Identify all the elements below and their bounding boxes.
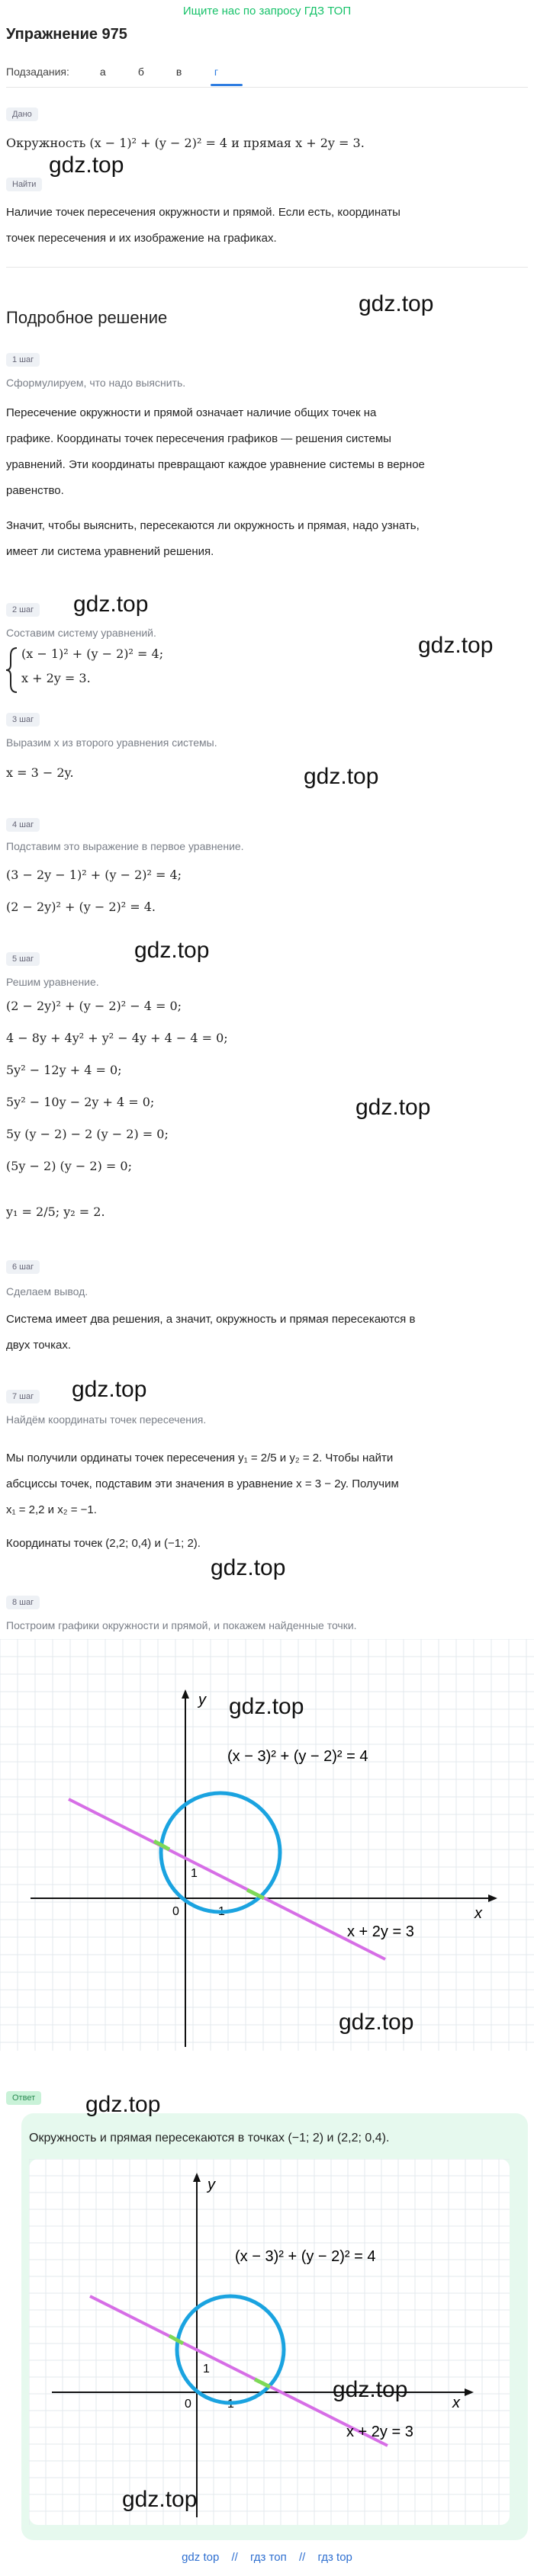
solution-heading: Подробное решение: [6, 308, 168, 327]
step6-chip: 6 шаг: [6, 1260, 40, 1274]
tick-one-y: 1: [191, 1867, 198, 1880]
footer-separator: //: [298, 2551, 306, 2564]
tab-b[interactable]: б: [137, 66, 144, 78]
tick-one-x: 1: [227, 2398, 234, 2411]
step5-eq1: (2 − 2y)² + (y − 2)² − 4 = 0;: [6, 999, 182, 1013]
tab-g[interactable]: г: [214, 66, 219, 78]
origin-label: 0: [172, 1905, 179, 1918]
footer-link[interactable]: гдз топ: [250, 2551, 287, 2564]
step8-chip: 8 шаг: [6, 1596, 40, 1609]
step6-line1: Система имеет два решения, а значит, окружность и прямая пересекаются в: [6, 1313, 416, 1326]
given-chip: Дано: [6, 107, 38, 121]
step2-hint: Составим систему уравнений.: [6, 627, 156, 639]
system-brace: [5, 645, 20, 695]
step7-chip: 7 шаг: [6, 1390, 40, 1403]
footer-link[interactable]: гдз top: [317, 2551, 352, 2564]
step5-eq7: y₁ = 2/5; y₂ = 2.: [6, 1205, 105, 1219]
watermark: gdz.top: [359, 291, 434, 316]
line-label: x + 2y = 3: [346, 2424, 413, 2440]
x-axis-label: x: [474, 1905, 482, 1922]
watermark: gdz.top: [85, 2092, 161, 2117]
step1-p1-line4: равенство.: [6, 484, 64, 497]
watermark: gdz.top: [122, 2487, 198, 2512]
find-chip: Найти: [6, 178, 42, 191]
step5-chip: 5 шаг: [6, 952, 40, 966]
find-text-line1: Наличие точек пересечения окружности и прямой. Если есть, координаты: [6, 206, 400, 219]
step1-p1-line1: Пересечение окружности и прямой означает наличие общих точек на: [6, 406, 377, 419]
watermark: gdz.top: [229, 1694, 304, 1719]
step2-chip: 2 шаг: [6, 603, 40, 617]
step1-p1-line2: графике. Координаты точек пересечения графиков — решения системы: [6, 432, 391, 445]
tab-v[interactable]: в: [175, 66, 182, 78]
y-axis-label: y: [198, 1692, 206, 1708]
step5-eq2: 4 − 8y + 4y² + y² − 4y + 4 − 4 = 0;: [6, 1031, 228, 1045]
step4-eq2: (2 − 2y)² + (y − 2)² = 4.: [6, 900, 156, 914]
step3-hint: Выразим x из второго уравнения системы.: [6, 736, 217, 749]
step6-line2: двух точках.: [6, 1339, 71, 1352]
step3-eq: x = 3 − 2y.: [6, 765, 74, 780]
given-text: Окружность (x − 1)² + (y − 2)² = 4 и прямая x + 2y = 3.: [6, 136, 365, 150]
top-banner[interactable]: Ищите нас по запросу ГДЗ ТОП: [182, 5, 352, 18]
watermark: gdz.top: [304, 764, 379, 789]
step7-line4: Координаты точек (2,2; 0,4) и (−1; 2).: [6, 1537, 201, 1550]
step4-eq1: (3 − 2y − 1)² + (y − 2)² = 4;: [6, 868, 182, 882]
subtask-tabs: [6, 66, 253, 78]
step2-eq2: x + 2y = 3.: [21, 671, 91, 685]
watermark: gdz.top: [49, 152, 124, 178]
line-graph: [90, 2296, 388, 2446]
step4-hint: Подставим это выражение в первое уравнение.: [6, 840, 244, 852]
tick-one-x: 1: [218, 1905, 225, 1918]
step1-p1-line3: уравнений. Эти координаты превращают каждое уравнение системы в верное: [6, 458, 425, 471]
divider: [6, 267, 528, 268]
divider: [6, 87, 528, 88]
footer-links: [0, 2551, 534, 2564]
origin-label: 0: [185, 2398, 191, 2411]
circle-graph: [161, 1793, 280, 1912]
tick-one-y: 1: [203, 2363, 210, 2376]
y-axis-arrow: [193, 2173, 201, 2182]
answer-chip: Ответ: [6, 2091, 41, 2105]
step4-chip: 4 шаг: [6, 818, 40, 832]
x-axis-label: x: [452, 2395, 460, 2411]
grid: [29, 2159, 510, 2525]
step1-hint: Сформулируем, что надо выяснить.: [6, 377, 186, 389]
intersection-segment-2: [255, 2379, 270, 2387]
step7-hint: Найдём координаты точек пересечения.: [6, 1413, 207, 1426]
watermark: gdz.top: [355, 1095, 431, 1120]
watermark: gdz.top: [73, 592, 149, 617]
watermark: gdz.top: [333, 2377, 408, 2402]
page-title: Упражнение 975: [6, 26, 127, 43]
find-text-line2: точек пересечения и их изображение на графиках.: [6, 232, 277, 245]
step7-line3: x₁ = 2,2 и x₂ = −1.: [6, 1503, 97, 1516]
x-axis-arrow: [488, 1894, 497, 1902]
watermark: gdz.top: [134, 938, 210, 963]
footer-separator: //: [231, 2551, 238, 2564]
active-tab-indicator: [211, 84, 243, 86]
step5-hint: Решим уравнение.: [6, 976, 99, 988]
step1-p2-line2: имеет ли система уравнений решения.: [6, 545, 214, 558]
footer-link[interactable]: gdz top: [182, 2551, 220, 2564]
step8-hint: Построим графики окружности и прямой, и покажем найденные точки.: [6, 1619, 357, 1631]
x-axis-arrow: [465, 2388, 474, 2396]
step2-eq1: (x − 1)² + (y − 2)² = 4;: [21, 646, 164, 661]
step1-p2-line1: Значит, чтобы выяснить, пересекаются ли окружность и прямая, надо узнать,: [6, 519, 420, 532]
y-axis-arrow: [182, 1689, 189, 1699]
graph-answer: [29, 2159, 510, 2525]
watermark: gdz.top: [211, 1555, 286, 1580]
circle-label: (x − 3)² + (y − 2)² = 4: [227, 1748, 368, 1765]
answer-text: Окружность и прямая пересекаются в точках (−1; 2) и (2,2; 0,4).: [29, 2132, 390, 2145]
step6-hint: Сделаем вывод.: [6, 1285, 88, 1298]
step5-eq3: 5y² − 12y + 4 = 0;: [6, 1063, 122, 1077]
line-label: x + 2y = 3: [347, 1923, 414, 1940]
y-axis-label: y: [207, 2177, 215, 2193]
step5-eq5: 5y (y − 2) − 2 (y − 2) = 0;: [6, 1127, 169, 1141]
line-graph: [69, 1799, 385, 1959]
step3-chip: 3 шаг: [6, 713, 40, 727]
step5-eq4: 5y² − 10y − 2y + 4 = 0;: [6, 1095, 155, 1109]
watermark: gdz.top: [339, 2010, 414, 2035]
circle-label: (x − 3)² + (y − 2)² = 4: [235, 2248, 376, 2265]
step5-eq6: (5y − 2) (y − 2) = 0;: [6, 1159, 132, 1173]
step1-chip: 1 шаг: [6, 353, 40, 367]
step7-line1: Мы получили ординаты точек пересечения y₁ = 2/5 и y₂ = 2. Чтобы найти: [6, 1452, 394, 1464]
tab-a[interactable]: а: [99, 66, 106, 78]
watermark: gdz.top: [418, 633, 494, 658]
subtasks-label: Подзадания:: [6, 66, 69, 78]
step7-line2: абсциссы точек, подставим эти значения в уравнение x = 3 − 2y. Получим: [6, 1477, 399, 1490]
watermark: gdz.top: [72, 1377, 147, 1402]
